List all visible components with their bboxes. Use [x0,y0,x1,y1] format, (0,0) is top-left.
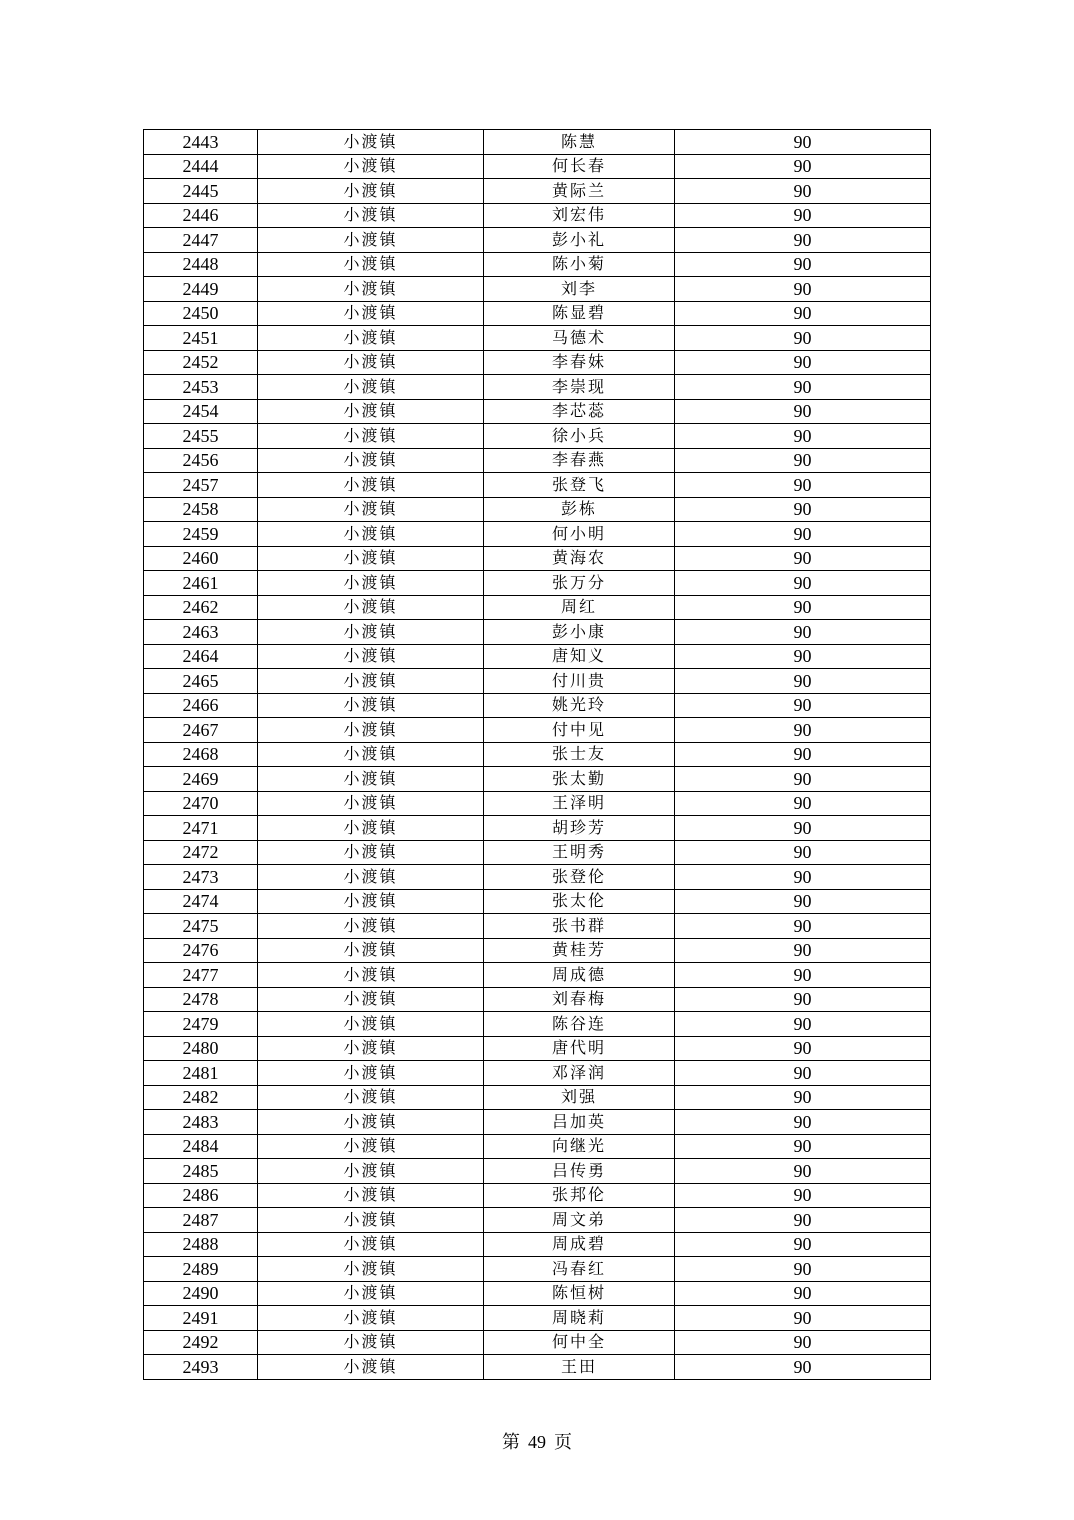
cell-town: 小渡镇 [258,1355,484,1380]
table-row [144,1281,931,1306]
cell-score: 90 [675,718,931,743]
cell-number: 2482 [144,1085,258,1110]
table-row [144,889,931,914]
cell-name: 李崇现 [484,375,675,400]
cell-name: 王明秀 [484,840,675,865]
cell-town: 小渡镇 [258,889,484,914]
cell-name: 张万分 [484,571,675,596]
footer-suffix: 页 [554,1432,572,1452]
cell-name: 张登伦 [484,865,675,890]
cell-town: 小渡镇 [258,497,484,522]
cell-score: 90 [675,1110,931,1135]
cell-number: 2445 [144,179,258,204]
cell-score: 90 [675,375,931,400]
table-row [144,228,931,253]
table-row [144,571,931,596]
cell-score: 90 [675,350,931,375]
page-footer [0,1430,1074,1454]
cell-number: 2471 [144,816,258,841]
cell-score: 90 [675,693,931,718]
table-row [144,179,931,204]
table-row [144,1330,931,1355]
table-row [144,963,931,988]
cell-name: 张太勤 [484,767,675,792]
table-row [144,914,931,939]
cell-name: 何小明 [484,522,675,547]
table-row [144,620,931,645]
cell-score: 90 [675,1061,931,1086]
cell-name: 姚光玲 [484,693,675,718]
cell-name: 刘春梅 [484,987,675,1012]
table-row [144,865,931,890]
cell-number: 2467 [144,718,258,743]
table-row [144,693,931,718]
cell-town: 小渡镇 [258,424,484,449]
cell-score: 90 [675,767,931,792]
cell-town: 小渡镇 [258,1110,484,1135]
cell-score: 90 [675,840,931,865]
cell-number: 2446 [144,203,258,228]
cell-town: 小渡镇 [258,1281,484,1306]
cell-number: 2455 [144,424,258,449]
cell-number: 2480 [144,1036,258,1061]
cell-name: 徐小兵 [484,424,675,449]
cell-name: 黄桂芳 [484,938,675,963]
table-row [144,1134,931,1159]
table-row [144,742,931,767]
cell-number: 2475 [144,914,258,939]
table-row [144,1183,931,1208]
cell-score: 90 [675,424,931,449]
table-row [144,644,931,669]
roster-table-body [144,130,931,1380]
cell-score: 90 [675,179,931,204]
cell-number: 2452 [144,350,258,375]
cell-score: 90 [675,326,931,351]
cell-town: 小渡镇 [258,154,484,179]
cell-score: 90 [675,154,931,179]
cell-score: 90 [675,595,931,620]
cell-town: 小渡镇 [258,1208,484,1233]
cell-town: 小渡镇 [258,326,484,351]
footer-prefix: 第 [502,1432,520,1452]
cell-name: 周晓莉 [484,1306,675,1331]
cell-name: 王泽明 [484,791,675,816]
cell-score: 90 [675,1085,931,1110]
cell-number: 2448 [144,252,258,277]
cell-name: 张书群 [484,914,675,939]
table-row [144,326,931,351]
cell-score: 90 [675,546,931,571]
cell-score: 90 [675,497,931,522]
cell-score: 90 [675,914,931,939]
cell-name: 周成德 [484,963,675,988]
cell-town: 小渡镇 [258,987,484,1012]
cell-name: 吕加英 [484,1110,675,1135]
cell-score: 90 [675,791,931,816]
cell-name: 彭小康 [484,620,675,645]
cell-number: 2443 [144,130,258,155]
table-row [144,840,931,865]
cell-score: 90 [675,1208,931,1233]
cell-name: 唐知义 [484,644,675,669]
cell-number: 2468 [144,742,258,767]
table-row [144,203,931,228]
cell-town: 小渡镇 [258,375,484,400]
table-row [144,522,931,547]
cell-number: 2447 [144,228,258,253]
cell-name: 邓泽润 [484,1061,675,1086]
cell-name: 李春妹 [484,350,675,375]
cell-score: 90 [675,938,931,963]
cell-number: 2479 [144,1012,258,1037]
table-row [144,424,931,449]
cell-town: 小渡镇 [258,252,484,277]
cell-town: 小渡镇 [258,277,484,302]
cell-name: 刘宏伟 [484,203,675,228]
cell-score: 90 [675,1257,931,1282]
cell-score: 90 [675,301,931,326]
cell-score: 90 [675,669,931,694]
cell-number: 2489 [144,1257,258,1282]
cell-number: 2462 [144,595,258,620]
cell-name: 刘强 [484,1085,675,1110]
cell-number: 2486 [144,1183,258,1208]
table-row [144,1061,931,1086]
cell-number: 2484 [144,1134,258,1159]
table-row [144,718,931,743]
cell-name: 张登飞 [484,473,675,498]
table-row [144,399,931,424]
cell-name: 付中见 [484,718,675,743]
cell-score: 90 [675,130,931,155]
cell-number: 2466 [144,693,258,718]
cell-number: 2461 [144,571,258,596]
cell-town: 小渡镇 [258,1134,484,1159]
table-row [144,277,931,302]
table-row [144,448,931,473]
cell-score: 90 [675,522,931,547]
table-row [144,375,931,400]
cell-score: 90 [675,473,931,498]
cell-town: 小渡镇 [258,1061,484,1086]
cell-town: 小渡镇 [258,203,484,228]
cell-score: 90 [675,571,931,596]
cell-name: 何中全 [484,1330,675,1355]
table-row [144,595,931,620]
table-row [144,1355,931,1380]
cell-name: 李芯蕊 [484,399,675,424]
cell-name: 张太伦 [484,889,675,914]
cell-score: 90 [675,644,931,669]
cell-town: 小渡镇 [258,522,484,547]
roster-table [143,129,931,1380]
cell-score: 90 [675,1281,931,1306]
cell-number: 2483 [144,1110,258,1135]
table-row [144,301,931,326]
cell-name: 王田 [484,1355,675,1380]
cell-town: 小渡镇 [258,840,484,865]
cell-number: 2487 [144,1208,258,1233]
cell-score: 90 [675,448,931,473]
cell-town: 小渡镇 [258,301,484,326]
table-row [144,816,931,841]
cell-town: 小渡镇 [258,1257,484,1282]
cell-score: 90 [675,1134,931,1159]
cell-score: 90 [675,889,931,914]
cell-town: 小渡镇 [258,1232,484,1257]
cell-town: 小渡镇 [258,1330,484,1355]
table-row [144,938,931,963]
cell-number: 2450 [144,301,258,326]
cell-town: 小渡镇 [258,963,484,988]
table-row [144,791,931,816]
cell-score: 90 [675,1232,931,1257]
table-row [144,497,931,522]
cell-name: 彭栋 [484,497,675,522]
cell-number: 2451 [144,326,258,351]
cell-score: 90 [675,203,931,228]
cell-town: 小渡镇 [258,546,484,571]
cell-number: 2485 [144,1159,258,1184]
cell-name: 黄际兰 [484,179,675,204]
cell-score: 90 [675,963,931,988]
cell-number: 2488 [144,1232,258,1257]
cell-town: 小渡镇 [258,1306,484,1331]
cell-score: 90 [675,1330,931,1355]
cell-name: 付川贵 [484,669,675,694]
cell-town: 小渡镇 [258,865,484,890]
cell-number: 2492 [144,1330,258,1355]
cell-name: 周成碧 [484,1232,675,1257]
cell-town: 小渡镇 [258,595,484,620]
cell-number: 2469 [144,767,258,792]
page-number: 49 [528,1432,546,1452]
cell-town: 小渡镇 [258,1012,484,1037]
cell-score: 90 [675,1012,931,1037]
table-row [144,1159,931,1184]
cell-number: 2481 [144,1061,258,1086]
cell-town: 小渡镇 [258,228,484,253]
cell-name: 陈显碧 [484,301,675,326]
cell-town: 小渡镇 [258,448,484,473]
cell-town: 小渡镇 [258,350,484,375]
cell-number: 2444 [144,154,258,179]
cell-score: 90 [675,1355,931,1380]
cell-name: 彭小礼 [484,228,675,253]
cell-number: 2459 [144,522,258,547]
table-row [144,1306,931,1331]
cell-name: 胡珍芳 [484,816,675,841]
table-row [144,987,931,1012]
cell-town: 小渡镇 [258,179,484,204]
cell-score: 90 [675,865,931,890]
cell-name: 黄海农 [484,546,675,571]
cell-town: 小渡镇 [258,742,484,767]
cell-town: 小渡镇 [258,767,484,792]
cell-number: 2490 [144,1281,258,1306]
cell-score: 90 [675,277,931,302]
cell-number: 2476 [144,938,258,963]
cell-name: 周红 [484,595,675,620]
cell-name: 周文弟 [484,1208,675,1233]
cell-name: 李春燕 [484,448,675,473]
cell-name: 陈谷连 [484,1012,675,1037]
cell-number: 2493 [144,1355,258,1380]
cell-name: 陈慧 [484,130,675,155]
cell-number: 2470 [144,791,258,816]
cell-town: 小渡镇 [258,399,484,424]
cell-town: 小渡镇 [258,644,484,669]
cell-number: 2472 [144,840,258,865]
table-row [144,767,931,792]
cell-town: 小渡镇 [258,1159,484,1184]
cell-number: 2449 [144,277,258,302]
cell-score: 90 [675,1306,931,1331]
cell-town: 小渡镇 [258,816,484,841]
table-row [144,1110,931,1135]
cell-town: 小渡镇 [258,1036,484,1061]
cell-name: 向继光 [484,1134,675,1159]
cell-score: 90 [675,399,931,424]
cell-score: 90 [675,1159,931,1184]
cell-number: 2465 [144,669,258,694]
cell-town: 小渡镇 [258,718,484,743]
cell-number: 2456 [144,448,258,473]
cell-town: 小渡镇 [258,1085,484,1110]
table-row [144,1232,931,1257]
cell-town: 小渡镇 [258,791,484,816]
cell-town: 小渡镇 [258,914,484,939]
table-row [144,1257,931,1282]
cell-score: 90 [675,816,931,841]
cell-number: 2491 [144,1306,258,1331]
cell-score: 90 [675,1036,931,1061]
cell-score: 90 [675,742,931,767]
cell-name: 唐代明 [484,1036,675,1061]
cell-name: 陈小菊 [484,252,675,277]
cell-number: 2458 [144,497,258,522]
cell-number: 2454 [144,399,258,424]
cell-town: 小渡镇 [258,938,484,963]
cell-town: 小渡镇 [258,693,484,718]
table-row [144,473,931,498]
cell-town: 小渡镇 [258,130,484,155]
table-row [144,546,931,571]
cell-score: 90 [675,987,931,1012]
cell-score: 90 [675,228,931,253]
cell-town: 小渡镇 [258,669,484,694]
table-row [144,130,931,155]
cell-number: 2474 [144,889,258,914]
cell-name: 马德术 [484,326,675,351]
cell-name: 刘李 [484,277,675,302]
cell-number: 2463 [144,620,258,645]
cell-number: 2478 [144,987,258,1012]
cell-name: 何长春 [484,154,675,179]
cell-score: 90 [675,1183,931,1208]
cell-number: 2453 [144,375,258,400]
cell-name: 张邦伦 [484,1183,675,1208]
cell-number: 2460 [144,546,258,571]
table-row [144,1085,931,1110]
cell-name: 吕传勇 [484,1159,675,1184]
cell-town: 小渡镇 [258,571,484,596]
cell-name: 陈恒树 [484,1281,675,1306]
cell-number: 2464 [144,644,258,669]
table-row [144,350,931,375]
table-row [144,1036,931,1061]
cell-town: 小渡镇 [258,473,484,498]
cell-name: 张士友 [484,742,675,767]
table-row [144,1208,931,1233]
cell-name: 冯春红 [484,1257,675,1282]
cell-town: 小渡镇 [258,1183,484,1208]
cell-score: 90 [675,620,931,645]
cell-number: 2457 [144,473,258,498]
table-row [144,1012,931,1037]
table-row [144,669,931,694]
cell-number: 2477 [144,963,258,988]
table-row [144,252,931,277]
cell-town: 小渡镇 [258,620,484,645]
table-row [144,154,931,179]
cell-score: 90 [675,252,931,277]
cell-number: 2473 [144,865,258,890]
